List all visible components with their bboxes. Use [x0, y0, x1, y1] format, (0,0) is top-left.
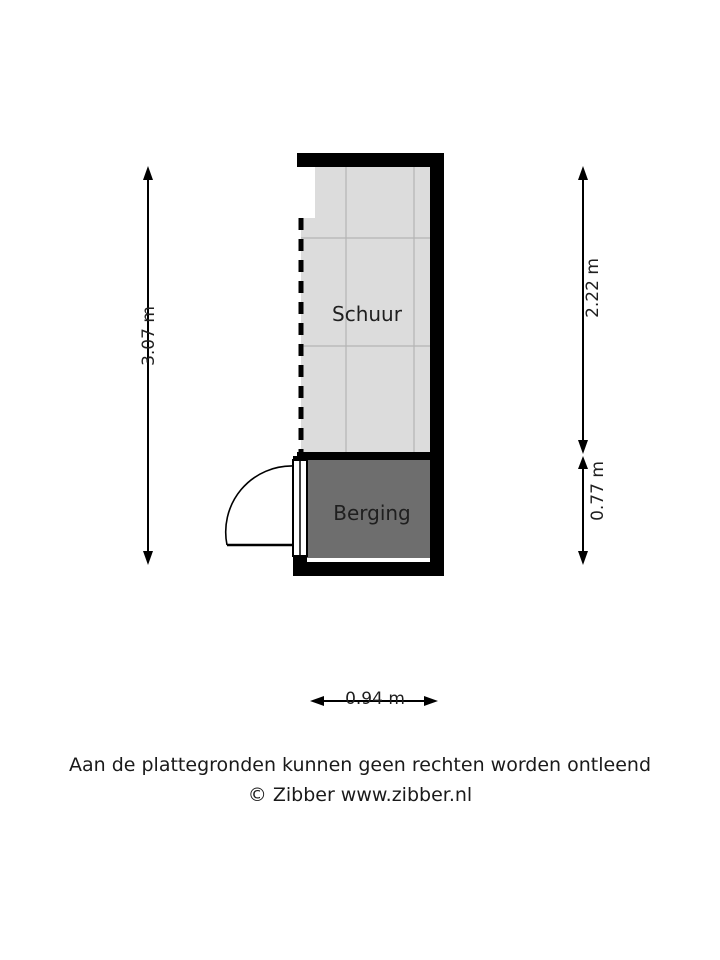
- wall-top: [297, 153, 444, 167]
- footer: [0, 750, 720, 810]
- dimension-label-right-bottom: 0.77 m: [588, 461, 608, 521]
- door-swing-arc: [226, 466, 293, 545]
- room-label-berging: Berging: [333, 501, 411, 525]
- schuur-corner-notch: [301, 166, 315, 218]
- wall-left-stub-top: [297, 153, 315, 167]
- dimension-label-right-top: 2.22 m: [583, 258, 603, 318]
- wall-bottom: [293, 562, 444, 576]
- room-label-schuur: Schuur: [332, 302, 402, 326]
- dimension-label-bottom: 0.94 m: [345, 689, 405, 709]
- wall-divider: [297, 452, 444, 460]
- dimension-label-left: 3.07 m: [139, 306, 159, 366]
- footer-disclaimer: Aan de plattegronden kunnen geen rechten worden ontleend: [68, 754, 651, 776]
- dimension-right-bottom-arrow: [578, 456, 588, 565]
- footer-copyright: © Zibber www.zibber.nl: [247, 784, 473, 806]
- door-berging: [226, 460, 307, 556]
